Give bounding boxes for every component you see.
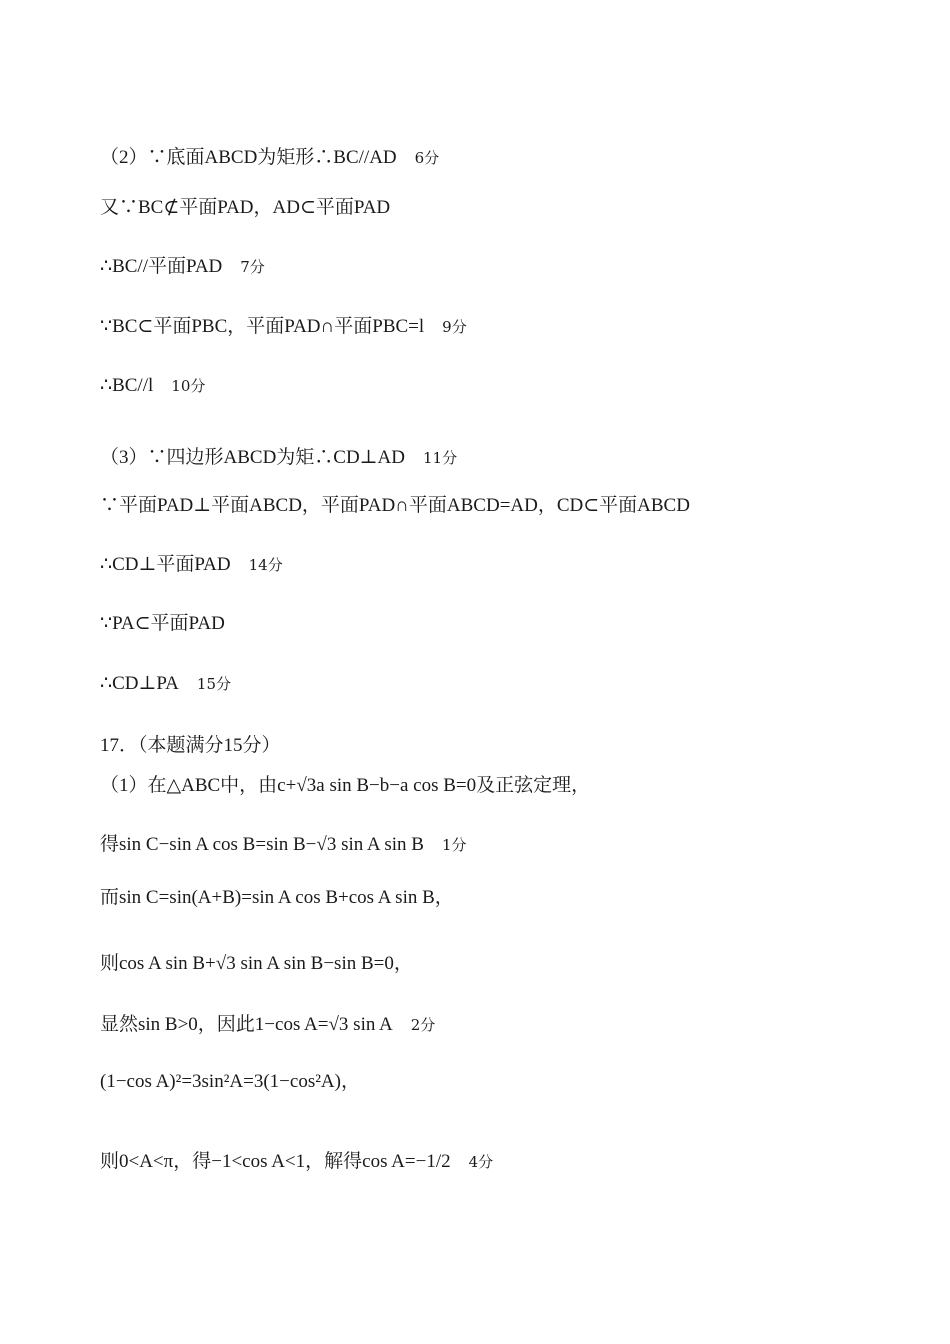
solution-line-l9	[100, 612, 225, 636]
solution-text: ∵BC⊂平面PBC，平面PAD∩平面PBC=l	[100, 316, 425, 337]
score-mark: 7分	[240, 258, 265, 276]
solution-line-l4	[100, 315, 467, 339]
solution-text: ∵PA⊂平面PAD	[100, 613, 225, 634]
solution-line-l6	[100, 446, 457, 470]
solution-text: （2）∵底面ABCD为矩形∴BC//AD	[100, 147, 397, 168]
score-mark: 6分	[414, 149, 440, 167]
solution-line-l7	[100, 494, 690, 518]
solution-line-l15	[100, 952, 413, 976]
solution-text: （3）∵四边形ABCD为矩∴CD⊥AD	[100, 447, 405, 468]
solution-text: ∵平面PAD⊥平面ABCD，平面PAD∩平面ABCD=AD，CD⊂平面ABCD	[100, 495, 690, 516]
solution-text: 显然sin B>0，因此1−cos A=√3 sin A	[100, 1014, 393, 1035]
solution-text: ∴BC//l	[100, 375, 154, 396]
score-mark: 15分	[196, 675, 231, 693]
solution-text: 又∵BC⊄平面PAD，AD⊂平面PAD	[100, 197, 391, 218]
solution-text: (1−cos A)²=3sin²A=3(1−cos²A)，	[100, 1071, 360, 1092]
solution-line-l16	[100, 1013, 435, 1037]
solution-line-l10	[100, 672, 231, 696]
solution-line-l14	[100, 886, 454, 910]
solution-text: ∴CD⊥PA	[100, 673, 179, 694]
score-mark: 2分	[410, 1016, 436, 1034]
solution-line-l1	[100, 146, 439, 170]
solution-line-l13	[100, 833, 467, 857]
solution-text: ∴BC//平面PAD	[100, 256, 223, 277]
solution-text: 则cos A sin B+√3 sin A sin B−sin B=0，	[100, 953, 413, 974]
solution-text: ∴CD⊥平面PAD	[100, 554, 231, 575]
solution-line-l11	[100, 734, 281, 758]
score-mark: 4分	[468, 1153, 494, 1171]
solution-line-l12	[100, 774, 590, 798]
solution-text: 则0<A<π，得−1<cos A<1，解得cos A=−1/2	[100, 1151, 451, 1172]
solution-line-l2	[100, 196, 390, 220]
solution-text: 得sin C−sin A cos B=sin B−√3 sin A sin B	[100, 834, 424, 855]
solution-text: （1）在△ABC中，由c+√3a sin B−b−a cos B=0及正弦定理，	[100, 775, 591, 796]
solution-line-l17	[100, 1070, 360, 1094]
solution-text: 而sin C=sin(A+B)=sin A cos B+cos A sin B，	[100, 887, 454, 908]
score-mark: 9分	[442, 318, 467, 336]
score-mark: 14分	[248, 556, 283, 574]
solution-line-l18	[100, 1150, 493, 1174]
score-mark: 10分	[171, 377, 206, 395]
solution-line-l3	[100, 255, 265, 279]
score-mark: 1分	[441, 836, 467, 854]
solution-text: 17．（本题满分15分）	[100, 735, 281, 756]
solution-line-l8	[100, 553, 283, 577]
solution-line-l5	[100, 374, 205, 398]
score-mark: 11分	[423, 449, 458, 467]
